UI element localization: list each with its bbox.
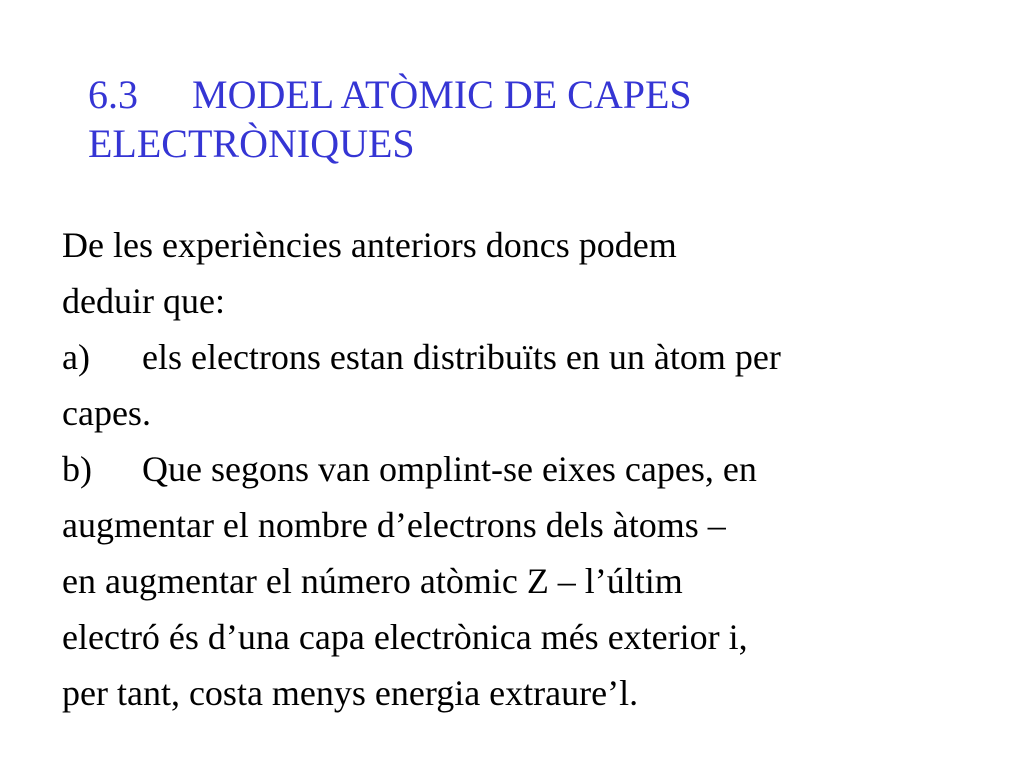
- item-b-line-1: [62, 441, 1002, 497]
- item-a-line-2: capes.: [62, 393, 151, 433]
- item-b-line-3: en augmentar el número atòmic Z – l’últim: [62, 561, 683, 601]
- slide-body: [62, 217, 1002, 721]
- title-text-1: MODEL ATÒMIC DE CAPES: [192, 72, 692, 117]
- intro-line-2: deduir que:: [62, 281, 225, 321]
- title-line-2: ELECTRÒNIQUES: [88, 121, 415, 166]
- slide-title: [88, 70, 948, 168]
- intro-line-1: De les experiències anteriors doncs podem: [62, 225, 677, 265]
- item-b-text-1: Que segons van omplint-se eixes capes, en: [142, 449, 757, 489]
- item-b-line-2: augmentar el nombre d’electrons dels àtoms –: [62, 505, 726, 545]
- section-number: 6.3: [88, 72, 138, 117]
- item-b-marker: b): [62, 449, 92, 489]
- title-line-1: [88, 70, 948, 119]
- item-b-line-5: per tant, costa menys energia extraure’l.: [62, 673, 639, 713]
- item-a-line-1: [62, 329, 1002, 385]
- item-b-line-4: electró és d’una capa electrònica més exterior i,: [62, 617, 748, 657]
- item-a-text-1: els electrons estan distribuïts en un àtom per: [142, 337, 781, 377]
- item-a-marker: a): [62, 337, 90, 377]
